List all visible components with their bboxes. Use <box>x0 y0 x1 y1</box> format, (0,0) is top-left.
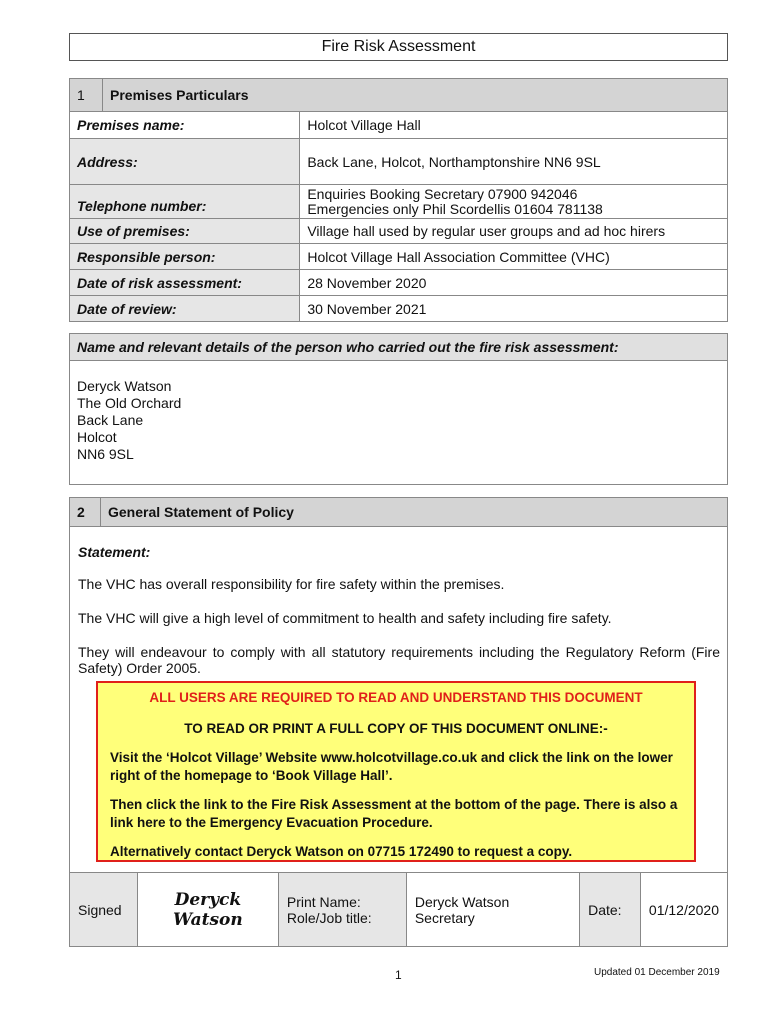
use-of-premises-label: Use of premises: <box>70 219 300 244</box>
page-number: 1 <box>395 968 402 982</box>
responsible-person-value: Holcot Village Hall Association Committee (VHC) <box>300 244 728 270</box>
address-value: Back Lane, Holcot, Northamptonshire NN6 9SL <box>300 139 728 185</box>
policy-paragraph: They will endeavour to comply with all statutory requirements including the Regulatory Reform (Fire Safety) Order 2005. <box>78 644 720 676</box>
policy-paragraph: The VHC has overall responsibility for fire safety within the premises. <box>78 576 505 592</box>
signoff-date: 01/12/2020 <box>640 873 727 947</box>
risk-assessment-date-value: 28 November 2020 <box>300 270 728 296</box>
print-name-label: Print Name: <box>286 893 361 910</box>
table-row <box>70 139 728 185</box>
assessor-address-line: The Old Orchard <box>77 395 182 411</box>
table-row <box>70 244 728 270</box>
section-heading: General Statement of Policy <box>108 504 294 520</box>
section-heading: Premises Particulars <box>103 79 728 112</box>
responsible-person-label: Responsible person: <box>70 244 300 270</box>
review-date-value: 30 November 2021 <box>300 296 728 322</box>
notice-subheading: TO READ OR PRINT A FULL COPY OF THIS DOCUMENT ONLINE:- <box>184 721 608 736</box>
statement-label: Statement: <box>78 544 151 560</box>
signer-name: Deryck Watson <box>414 893 510 910</box>
signoff-table <box>69 872 728 947</box>
notice-contact: Alternatively contact Deryck Watson on 07715 172490 to request a copy. <box>110 844 573 859</box>
assessor-heading: Name and relevant details of the person who carried out the fire risk assessment: <box>70 334 727 361</box>
review-date-label: Date of review: <box>70 296 300 322</box>
telephone-value <box>300 185 728 219</box>
assessor-name: Deryck Watson <box>77 378 172 394</box>
telephone-label: Telephone number: <box>70 185 300 219</box>
premises-name-label: Premises name: <box>70 112 300 139</box>
use-of-premises-value: Village hall used by regular user groups and ad hoc hirers <box>300 219 728 244</box>
policy-paragraph: The VHC will give a high level of commitment to health and safety including fire safety. <box>78 610 612 626</box>
notice-link-instructions: Then click the link to the Fire Risk Assessment at the bottom of the page. There is also a link here to the Emergency Evacuation Procedure. <box>110 797 678 830</box>
section-number: 2 <box>70 498 101 526</box>
table-row <box>70 219 728 244</box>
date-label: Date: <box>580 873 641 947</box>
document-title: Fire Risk Assessment <box>69 33 728 61</box>
premises-particulars-table <box>69 78 728 322</box>
table-row <box>70 112 728 139</box>
premises-name-value: Holcot Village Hall <box>300 112 728 139</box>
role-label: Role/Job title: <box>286 909 372 926</box>
online-access-notice <box>96 681 696 862</box>
address-label: Address: <box>70 139 300 185</box>
notice-heading: ALL USERS ARE REQUIRED TO READ AND UNDERSTAND THIS DOCUMENT <box>149 690 643 705</box>
signed-label: Signed <box>70 873 138 947</box>
notice-website-instructions: Visit the ‘Holcot Village’ Website www.holcotvillage.co.uk and click the link on the lower right of the homepage to ‘Book Village Hall’. <box>110 750 673 783</box>
table-row <box>70 270 728 296</box>
assessor-address-line: Holcot <box>77 429 117 445</box>
risk-assessment-date-label: Date of risk assessment: <box>70 270 300 296</box>
print-name-role-labels <box>278 873 406 947</box>
table-row <box>70 185 728 219</box>
table-row <box>70 296 728 322</box>
assessor-address-line: Back Lane <box>77 412 144 428</box>
name-role-values <box>406 873 579 947</box>
assessor-details <box>69 333 728 485</box>
section-number: 1 <box>70 79 103 112</box>
section-header <box>70 498 727 527</box>
updated-date: Updated 01 December 2019 <box>594 967 720 978</box>
telephone-emergencies: Emergencies only Phil Scordellis 01604 781138 <box>307 200 603 217</box>
signature <box>137 873 278 947</box>
signer-role: Secretary <box>414 909 475 926</box>
signature-text: Deryck Watson <box>172 889 243 930</box>
section-header <box>70 79 728 112</box>
telephone-enquiries: Enquiries Booking Secretary 07900 942046 <box>307 185 578 202</box>
assessor-postcode: NN6 9SL <box>77 446 134 462</box>
